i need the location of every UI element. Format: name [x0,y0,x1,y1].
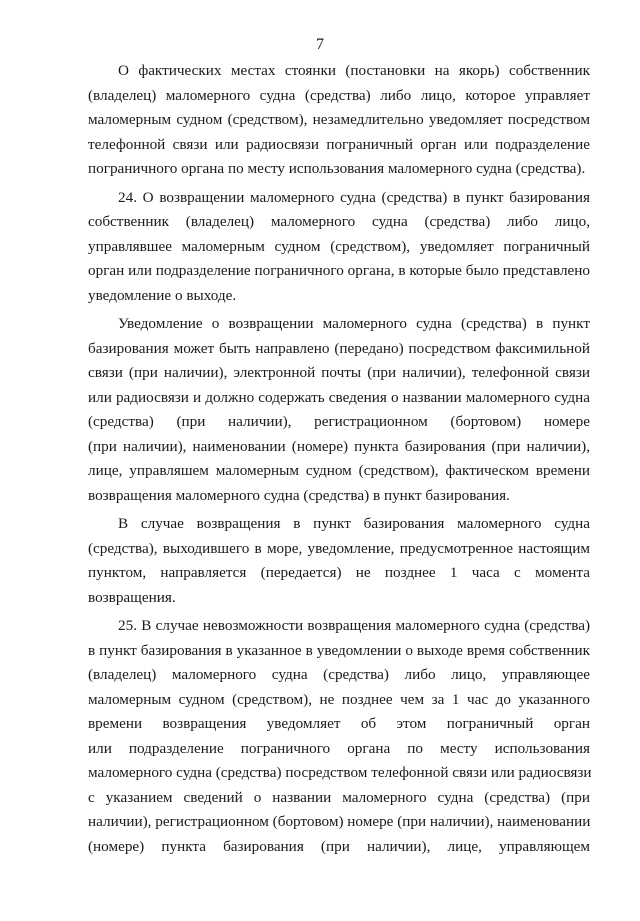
paragraph-line: (при наличии), наименовании (номере) пункта базирования (при наличии), [88,437,590,455]
paragraph-return-notice-content [88,312,590,508]
paragraph-line: или подразделение пограничного органа по месту использования [88,739,590,757]
paragraph-line: возвращения. [88,588,176,606]
paragraph-line: базирования может быть направлено (передано) посредством факсимильной [88,339,590,357]
paragraph-line: времени возвращения уведомляет об этом пограничный орган [88,715,590,732]
paragraph-line: (средства) (при наличии), регистрационном (бортовом) номере [88,413,590,430]
paragraph-item-24 [88,186,590,309]
paragraph-line: 25. В случае невозможности возвращения маломерного судна (средства) [118,617,590,634]
paragraph-line: (средства), выходившего в море, уведомление, предусмотренное настоящим [88,539,590,557]
paragraph-line: уведомление о выходе. [88,286,237,304]
paragraph-line: (владелец) маломерного судна (средства) либо лицо, которое управляет [88,86,590,104]
paragraph-line: (номере) пункта базирования (при наличии), лице, управляющем [88,837,590,855]
paragraph-line: маломерным судном (средством), незамедлительно уведомляет посредством [88,111,590,128]
paragraph-line: лице, управляшем маломерным судном (средством), фактическом времени [88,462,590,479]
paragraph-line: собственник (владелец) маломерного судна (средства) либо лицо, [88,213,590,230]
paragraph-line: 24. О возвращении маломерного судна (средства) в пункт базирования [118,188,590,206]
paragraph-line: В случае возвращения в пункт базирования маломерного судна [118,515,590,532]
paragraph-line: управлявшее маломерным судном (средством), уведомляет пограничный [88,237,590,255]
document-body [88,59,590,863]
paragraph-line: пунктом, направляется (передается) не позднее 1 часа с момента [88,564,590,581]
paragraph-line: пограничного органа по месту использования маломерного судна (средства). [88,160,586,177]
paragraph-line: маломерным судном (средством), не позднее чем за 1 час до указанного [88,690,590,708]
paragraph-line: (владелец) маломерного судна (средства) либо лицо, управляющее [88,666,590,683]
paragraph-anchorage-notice [88,59,590,182]
paragraph-line: с указанием сведений о названии маломерного судна (средства) (при [88,788,590,806]
paragraph-line: возвращения маломерного судна (средства) в пункт базирования. [88,486,510,504]
paragraph-line: О фактических местах стоянки (постановки на якорь) собственник [118,62,590,79]
paragraph-line: Уведомление о возвращении маломерного судна (средства) в пункт [118,315,590,332]
paragraph-line: орган или подразделение пограничного органа, в которые было представлено [88,262,590,279]
page-number: 7 [316,36,324,53]
paragraph-line: связи (при наличии), электронной почты (при наличии), телефонной связи [88,364,590,381]
paragraph-line: в пункт базирования в указанное в уведомлении о выходе время собственник [88,641,590,659]
paragraph-line: телефонной связи или радиосвязи пограничный орган или подразделение [88,135,590,153]
paragraph-line: маломерного судна (средства) посредством телефонной связи или радиосвязи [88,764,592,781]
paragraph-sea-return [88,512,590,610]
paragraph-item-25 [88,614,590,859]
paragraph-line: наличии), регистрационном (бортовом) номере (при наличии), наименовании [88,813,591,830]
paragraph-line: или радиосвязи и должно содержать сведения о названии маломерного судна [88,388,590,406]
